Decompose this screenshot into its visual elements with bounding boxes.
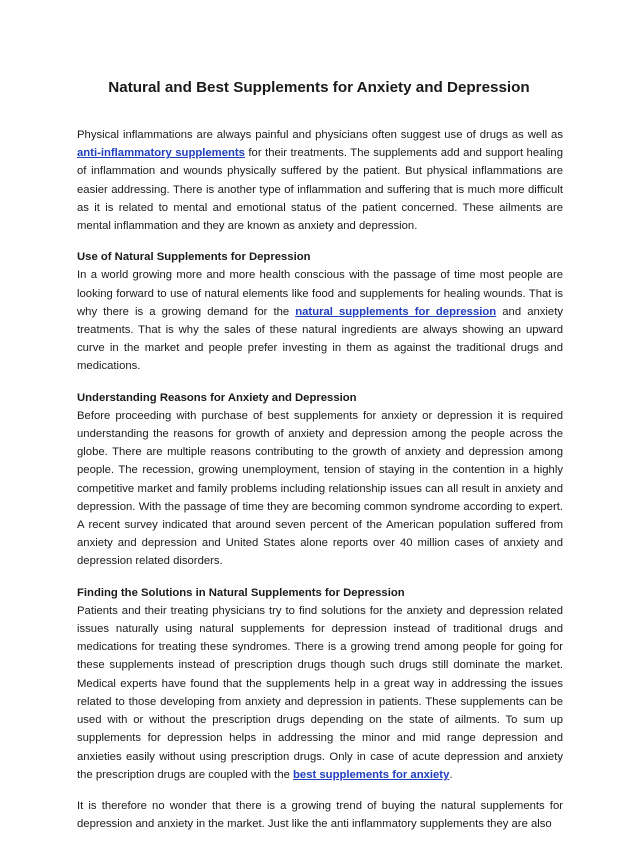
section-finding-solutions bbox=[77, 584, 563, 784]
section3-text-end: . bbox=[449, 768, 453, 781]
section-use-of-natural-supplements bbox=[77, 248, 563, 375]
section1-text-start: In a world growing more and more health conscious with the passage of time most people are looking forward to use of natural elements like food and supplements for healing wounds. That is why there is a growing demand for the bbox=[77, 269, 563, 318]
section-paragraph bbox=[77, 266, 563, 375]
intro-paragraph bbox=[77, 126, 563, 235]
best-supplements-for-anxiety-link[interactable]: best supplements for anxiety bbox=[293, 768, 450, 781]
section-paragraph: Before proceeding with purchase of best supplements for anxiety or depression it is required understanding the reasons for growth of anxiety and depression among the people across the globe. There are multiple reasons contributing to the growth of anxiety and depression among people. The recession, growing unemployment, tension of staying in the contention in a highly competitive market and family problems including relationship issues can all result in anxiety and depression. With the passage of time they are becoming common syndrome according to expert. A recent survey indicated that around seven percent of the American population suffered from anxiety and depression and United States alone reports over 40 million cases of anxiety and depression related disorders. bbox=[77, 409, 563, 568]
section1-text-end: and anxiety treatments. That is why the sales of these natural ingredients are always showing an upward curve in the market and people prefer investing in them as against the traditional drugs and medications. bbox=[77, 305, 564, 373]
section-heading: Understanding Reasons for Anxiety and Depression bbox=[77, 391, 357, 404]
closing-paragraph: It is therefore no wonder that there is a growing trend of buying the natural supplements for depression and anxiety in the market. Just like the anti inflammatory supplements they are also bbox=[77, 799, 563, 831]
intro-text-start: Physical inflammations are always painful and physicians often suggest use of drugs as well as bbox=[77, 129, 563, 141]
section3-text-start: Patients and their treating physicians try to find solutions for the anxiety and depression related issues naturally using natural supplements for depression instead of traditional drugs and medications for treating these syndromes. There is a growing trend among people for going for these supplements instead of prescription drugs though such drugs still dominate the market. Medical experts have found that the supplements help in a great way in addressing the issues related to those developing from anxiety and depression in patients. These supplements can be used with or without the prescription drugs depending on the state of ailments. To sum up supplements for depression helps in addressing the minor and mid range depression and anxieties easily without using prescription drugs. Only in case of acute depression and anxiety the prescription drugs are coupled with the bbox=[77, 604, 563, 781]
natural-supplements-for-depression-link[interactable]: natural supplements for depression bbox=[295, 305, 497, 318]
section-heading: Use of Natural Supplements for Depression bbox=[77, 251, 311, 264]
section-understanding-reasons bbox=[77, 389, 563, 571]
anti-inflammatory-supplements-link[interactable]: anti-inflammatory supplements bbox=[77, 147, 245, 160]
page-title: Natural and Best Supplements for Anxiety and Depression bbox=[108, 79, 530, 96]
article-body bbox=[77, 126, 563, 846]
section-paragraph bbox=[77, 602, 563, 784]
section-heading: Finding the Solutions in Natural Supplements for Depression bbox=[77, 586, 405, 599]
intro-text-end: for their treatments. The supplements add and support healing of inflammation and wounds physically suffered by the patient. But physical inflammations are easier addressing. There is another type of inflammation and suffering that is much more difficult as it is related to mental and emotional status of the patient concerned. These ailments are mental inflammation and they are known as anxiety and depression. bbox=[77, 147, 563, 233]
